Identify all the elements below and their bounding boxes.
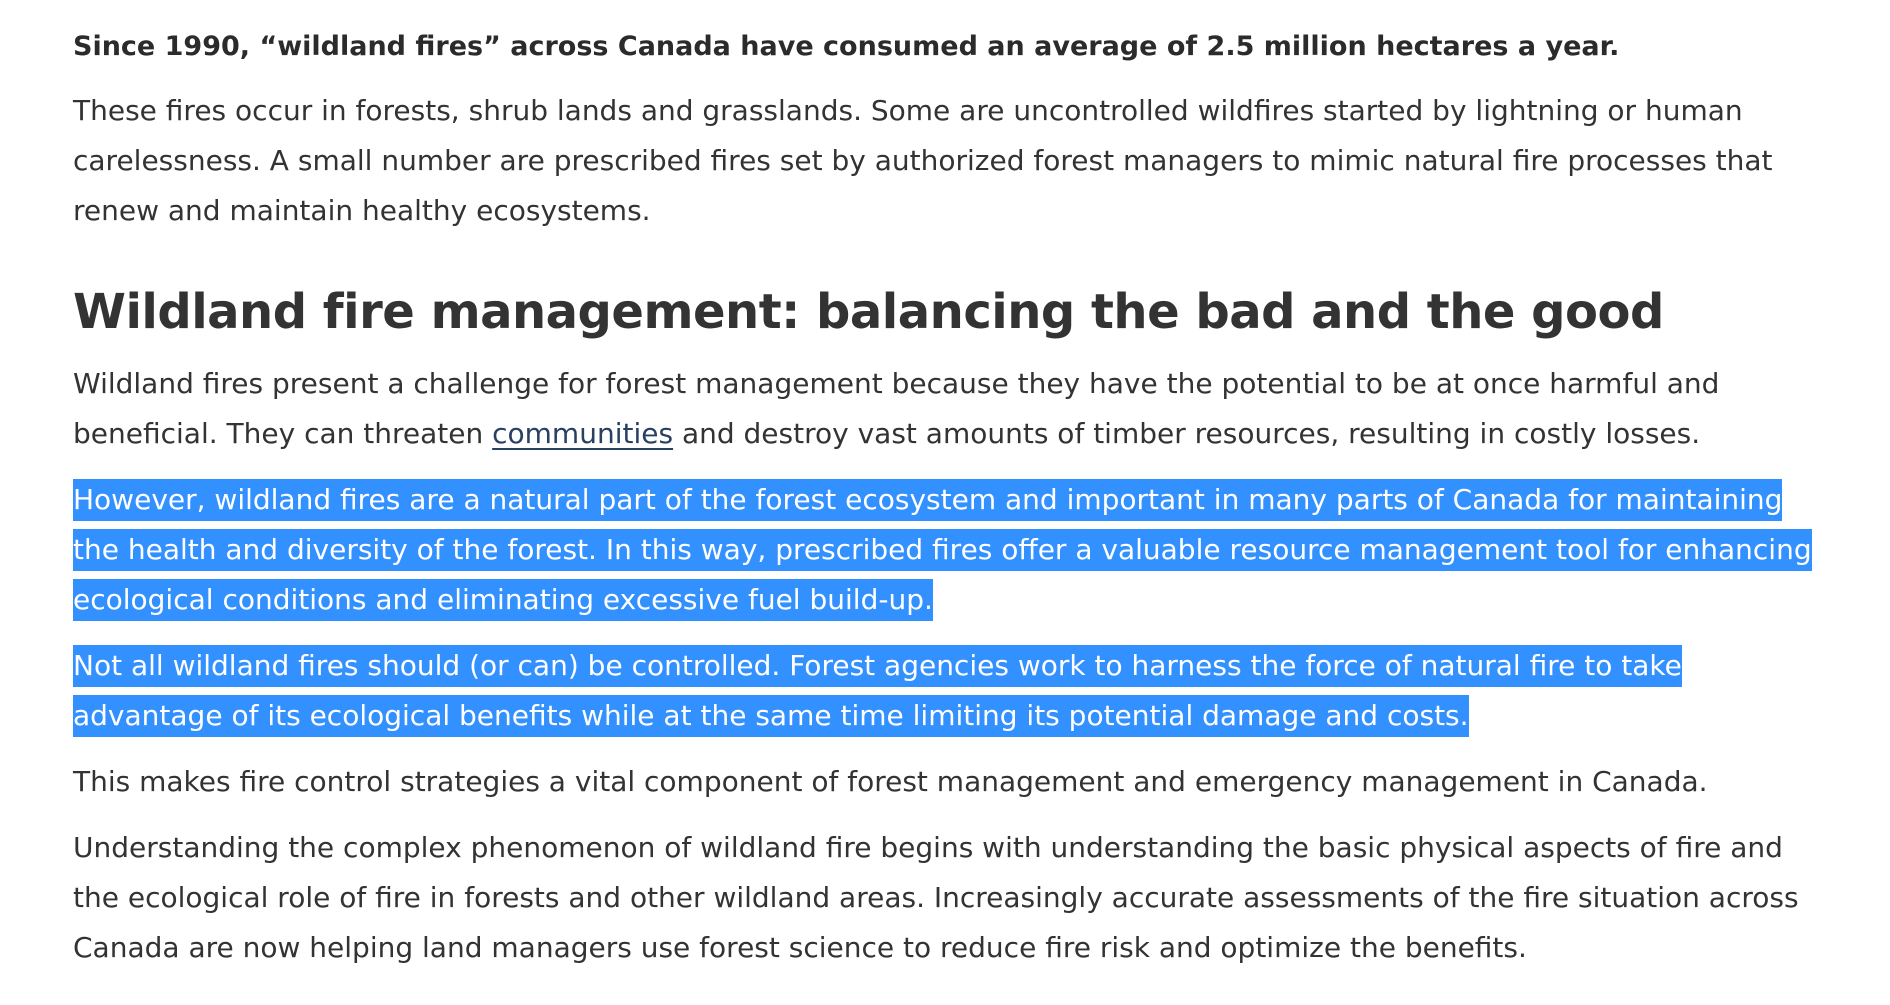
paragraph-challenge [73,359,1833,459]
paragraph-fire-types: These fires occur in forests, shrub lands and grasslands. Some are uncontrolled wildfires started by lightning or human carelessness. A small number are prescribed fires set by authorized forest managers to mimic natural fire processes that renew and maintain healthy ecosystems. [73,94,1773,227]
selected-text-not-controlled: Not all wildland fires should (or can) be controlled. Forest agencies work to harness the force of natural fire to take advantage of its ecological benefits while at the same time limiting its potential damage and costs. [73,645,1682,737]
paragraph-challenge-text-after: and destroy vast amounts of timber resources, resulting in costly losses. [673,417,1701,450]
section-heading: Wildland fire management: balancing the bad and the good [73,284,1664,340]
paragraph-understanding: Understanding the complex phenomenon of wildland fire begins with understanding the basic physical aspects of fire and the ecological role of fire in forests and other wildland areas. Increasingly accurate assessments of the fire situation across Canada are now helping land managers use forest science to reduce fire risk and optimize the benefits. [73,831,1799,964]
article-body [73,0,1833,973]
paragraph-natural-part-selected [73,475,1833,625]
selected-text-natural-part: However, wildland fires are a natural part of the forest ecosystem and important in many parts of Canada for maintaining the health and diversity of the forest. In this way, prescribed fires offer a valuable resource management tool for enhancing ecological conditions and eliminating excessive fuel build-up. [73,479,1812,621]
paragraph-not-controlled-selected [73,641,1833,741]
intro-statement: Since 1990, “wildland fires” across Canada have consumed an average of 2.5 million hectares a year. [73,31,1620,62]
paragraph-challenge-text-before: Wildland fires present a challenge for forest management because they have the potential to be at once harmful and beneficial. They can threaten [73,367,1720,450]
paragraph-control-strategies: This makes fire control strategies a vital component of forest management and emergency management in Canada. [73,765,1708,798]
communities-link[interactable]: communities [492,417,674,450]
